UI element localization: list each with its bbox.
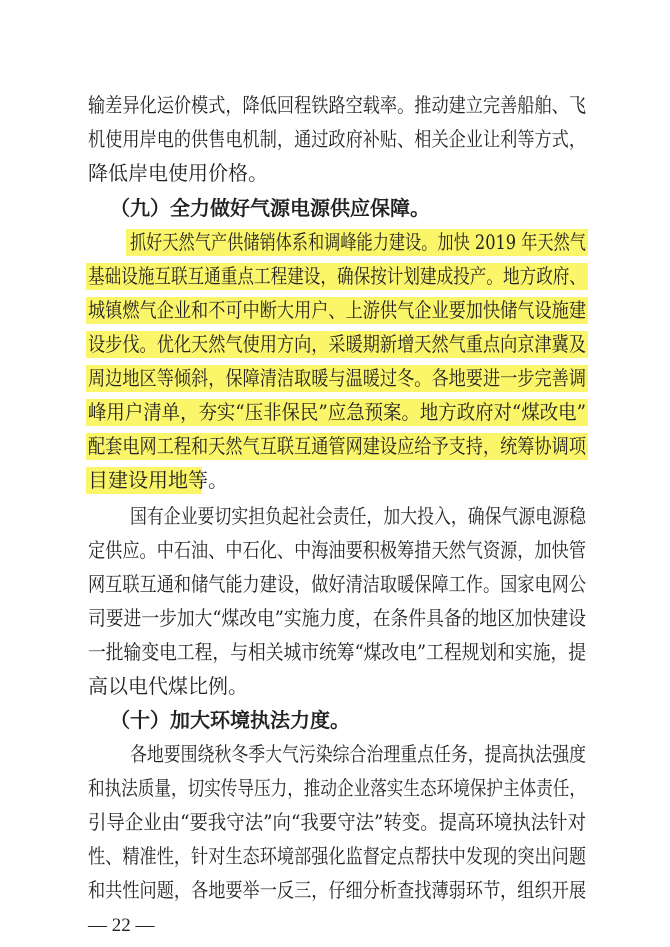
- section-heading-text: （九）全力做好气源电源供应保障。: [110, 196, 430, 220]
- highlighted-line: [0, 363, 670, 393]
- line-text: 周边地区等倾斜，保障清洁取暖与温暖过冬。各地要进一步完善调: [88, 366, 586, 390]
- line-text: 降低岸电使用价格。: [88, 161, 268, 185]
- highlighted-line: [0, 465, 670, 495]
- line-text: 和执法质量，切实传导压力，推动企业落实生态环境保护主体责任，: [88, 776, 586, 800]
- text-line: [0, 637, 670, 667]
- text-line: [0, 875, 670, 905]
- text-line: [0, 535, 670, 565]
- line-text: 配套电网工程和天然气互联互通管网建设应给予支持，统筹协调项: [88, 434, 586, 458]
- highlighted-line: [0, 329, 670, 359]
- line-text: 目建设用地等。: [88, 468, 228, 492]
- section-heading: [0, 193, 670, 223]
- text-line: [0, 501, 670, 531]
- line-text: 网互联互通和储气能力建设，做好清洁取暖保障工作。国家电网公: [88, 572, 586, 596]
- highlighted-line: [0, 295, 670, 325]
- text-line: [0, 603, 670, 633]
- line-text: 机使用岸电的供售电机制，通过政府补贴、相关企业让利等方式，: [88, 127, 586, 151]
- text-line: [0, 158, 670, 188]
- highlighted-line: [0, 431, 670, 461]
- section-heading-text: （十）加大环境执法力度。: [110, 708, 350, 732]
- line-text: 一批输变电工程，与相关城市统筹“煤改电”工程规划和实施，提: [88, 640, 587, 664]
- line-text: 各地要围绕秋冬季大气污染综合治理重点任务，提高执法强度: [130, 742, 586, 766]
- line-text: 定供应。中石油、中石化、中海油要积极筹措天然气资源，加快管: [88, 538, 586, 562]
- line-text: 抓好天然气产供储销体系和调峰能力建设。加快 2019 年天然气: [130, 230, 586, 254]
- line-text: 性、精准性，针对生态环境部强化监督定点帮扶中发现的突出问题: [88, 844, 586, 868]
- line-text: 峰用户清单，夯实“压非保民”应急预案。地方政府对“煤改电”: [88, 400, 587, 424]
- page-number: — 22 —: [88, 915, 155, 936]
- line-text: 和共性问题，各地要举一反三，仔细分析查找薄弱环节，组织开展: [88, 878, 586, 902]
- text-line: [0, 841, 670, 871]
- line-text: 国有企业要切实担负起社会责任，加大投入，确保气源电源稳: [130, 504, 586, 528]
- line-text: 司要进一步加大“煤改电”实施力度，在条件具备的地区加快建设: [88, 606, 587, 630]
- highlighted-line: [0, 261, 670, 291]
- text-line: [0, 773, 670, 803]
- line-text: 引导企业由“要我守法”向“我要守法”转变。提高环境执法针对: [88, 810, 587, 834]
- line-text: 高以电代煤比例。: [88, 674, 248, 698]
- text-line: [0, 807, 670, 837]
- line-text: 基础设施互联互通重点工程建设，确保按计划建成投产。地方政府、: [88, 264, 586, 288]
- text-line: [0, 124, 670, 154]
- line-text: 输差异化运价模式，降低回程铁路空载率。推动建立完善船舶、飞: [88, 93, 586, 117]
- text-line: [0, 569, 670, 599]
- text-line: [0, 671, 670, 701]
- highlighted-line: [0, 397, 670, 427]
- highlighted-line: [0, 227, 670, 257]
- text-line: [0, 90, 670, 120]
- section-heading: [0, 705, 670, 735]
- line-text: 城镇燃气企业和不可中断大用户、上游供气企业要加快储气设施建: [88, 298, 586, 322]
- text-line: [0, 739, 670, 769]
- line-text: 设步伐。优化天然气使用方向，采暖期新增天然气重点向京津冀及: [88, 332, 586, 356]
